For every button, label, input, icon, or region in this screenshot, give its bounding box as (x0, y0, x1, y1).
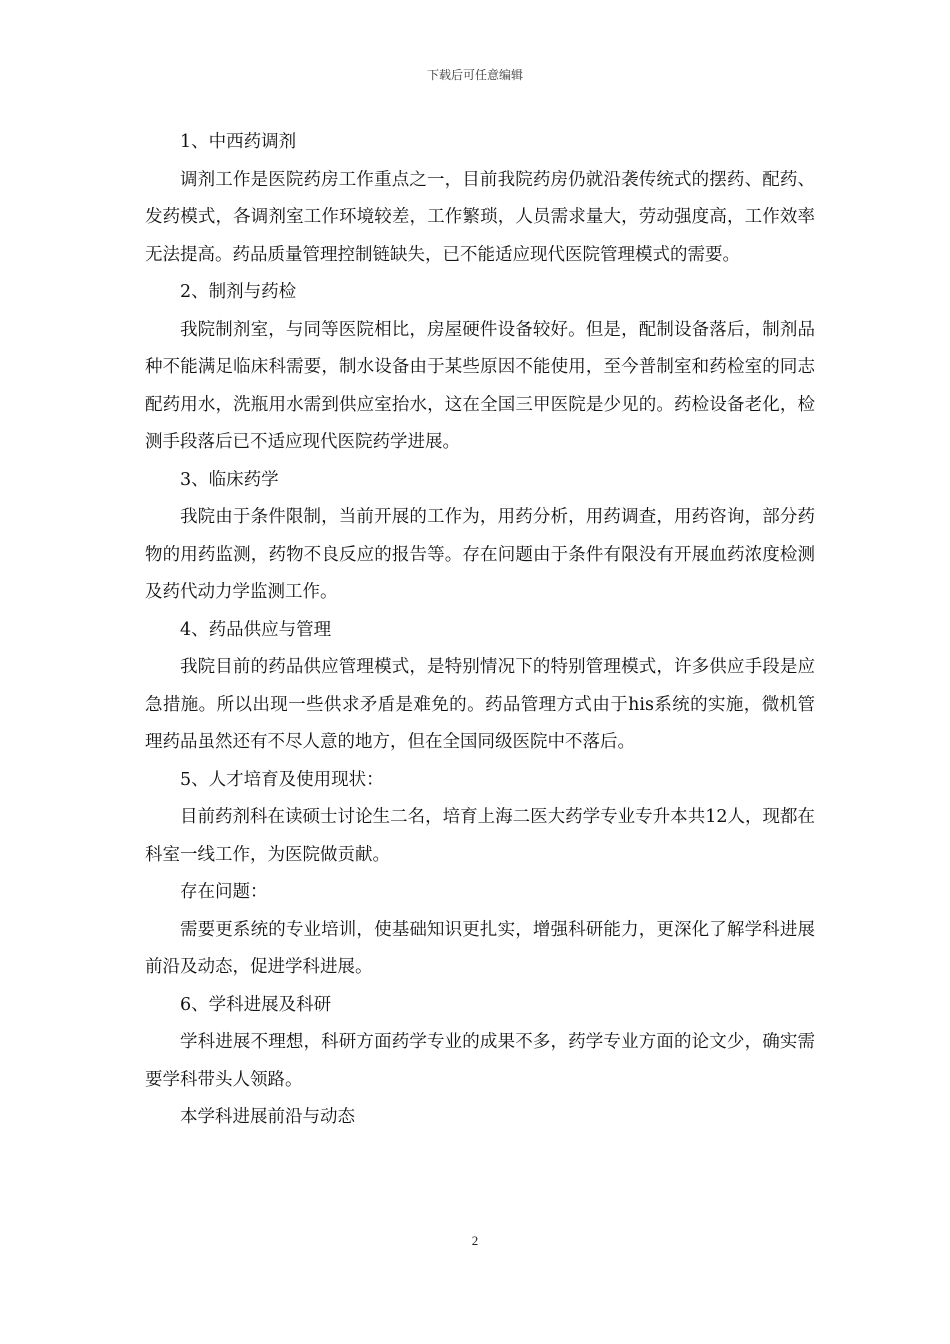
paragraph-preparation: 我院制剂室，与同等医院相比，房屋硬件设备较好。但是，配制设备落后，制剂品种不能满足临床科需要，制水设备由于某些原因不能使用，至今普制室和药检室的同志配药用水，洗瓶用水需到供应室抬水，这在全国三甲医院是少见的。药检设备老化，检测手段落后已不适应现代医院药学进展。 (145, 319, 815, 452)
paragraph-supply: 我院目前的药品供应管理模式，是特别情况下的特别管理模式，许多供应手段是应急措施。所以出现一些供求矛盾是难免的。药品管理方式由于his系统的实施，微机管理药品虽然还有不尽人意的地方，但在全国同级医院中不落后。 (145, 657, 815, 752)
section-heading-6: 6、学科进展及科研 (180, 994, 332, 1015)
paragraph-clinical-pharmacy: 我院由于条件限制，当前开展的工作为，用药分析，用药调查，用药咨询，部分药物的用药监测，药物不良反应的报告等。存在问题由于条件有限没有开展血药浓度检测及药代动力学监测工作。 (145, 507, 815, 602)
paragraph-dispensing: 调剂工作是医院药房工作重点之一，目前我院药房仍就沿袭传统式的摆药、配药、发药模式，各调剂室工作环境较差，工作繁琐，人员需求量大，劳动强度高，工作效率无法提高。药品质量管理控制链缺失，已不能适应现代医院管理模式的需要。 (145, 169, 815, 265)
paragraph-problems: 需要更系统的专业培训，使基础知识更扎实，增强科研能力，更深化了解学科进展前沿及动态，促进学科进展。 (145, 919, 815, 977)
paragraph-problems-label: 存在问题： (180, 882, 268, 902)
page-header: 下载后可任意编辑 (426, 68, 523, 82)
section-heading-5: 5、人才培育及使用现状： (180, 769, 384, 790)
page-number: 2 (471, 1233, 479, 1248)
section-heading-2: 2、制剂与药检 (180, 282, 297, 302)
section-heading-4: 4、药品供应与管理 (180, 619, 332, 640)
document-body (145, 124, 815, 1137)
section-heading-3: 3、临床药学 (180, 469, 279, 490)
section-heading-7: 本学科进展前沿与动态 (180, 1107, 355, 1127)
section-heading-1: 1、中西药调剂 (180, 132, 297, 152)
paragraph-research: 学科进展不理想，科研方面药学专业的成果不多，药学专业方面的论文少，确实需要学科带头人领路。 (145, 1032, 815, 1090)
paragraph-talent: 目前药剂科在读硕士讨论生二名，培育上海二医大药学专业专升本共12人，现都在科室一线工作，为医院做贡献。 (145, 807, 815, 865)
